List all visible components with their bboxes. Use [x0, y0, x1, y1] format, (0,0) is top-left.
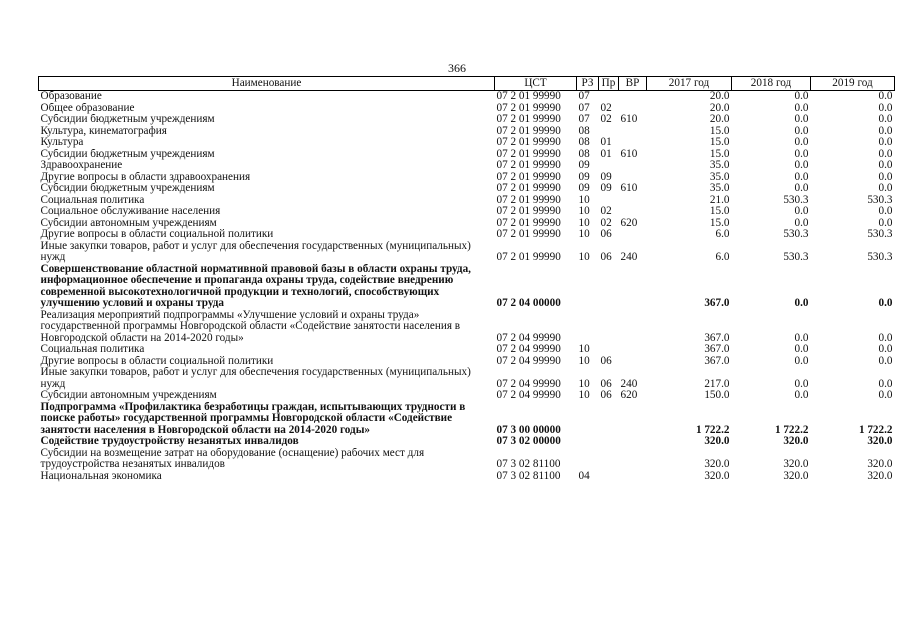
cell-y2019: 0.0 — [878, 297, 893, 309]
cell-vr: 610 — [620, 182, 638, 194]
cell-pr — [599, 436, 619, 448]
cell-rz: 10 — [578, 193, 590, 206]
cell-name: Субсидии автономным учреждениям — [40, 217, 217, 229]
cell-rz: 07 — [578, 113, 590, 125]
cell-y2019: 530.3 — [867, 193, 893, 206]
cell-y2019: 0.0 — [878, 354, 893, 367]
table-row — [39, 137, 895, 149]
table-row — [39, 183, 895, 195]
table-row — [39, 448, 895, 471]
cell-y2017: 15.0 — [709, 124, 730, 137]
cell-pr: 02 — [600, 216, 612, 229]
cell-y2019: 530.3 — [867, 228, 893, 240]
cell-y2017: 6.0 — [715, 228, 730, 240]
col-header-pr: Пр — [599, 77, 619, 91]
cell-name: Реализация мероприятий подпрограммы «Улучшение условий и охраны труда» государственной программы Новгородской области «Содействие занятости населения в Новгородской области на 2014-2020 годы» — [40, 309, 461, 344]
cell-pr: 06 — [600, 251, 612, 263]
cell-cst: 07 2 04 99990 — [496, 354, 561, 367]
cell-cst: 07 3 02 81100 — [496, 458, 561, 470]
cell-y2018: 0.0 — [794, 101, 809, 114]
cell-cst: 07 2 04 99990 — [496, 389, 561, 401]
cell-vr — [619, 471, 647, 483]
cell-name: Социальная политика — [40, 194, 145, 206]
cell-y2017: 150.0 — [704, 389, 730, 401]
cell-y2018: 0.0 — [794, 170, 809, 183]
cell-pr: 02 — [600, 113, 612, 125]
table-row — [39, 344, 895, 356]
cell-cst: 07 2 01 99990 — [496, 90, 561, 102]
cell-cst: 07 2 01 99990 — [496, 216, 561, 229]
cell-y2018: 0.0 — [794, 159, 809, 171]
cell-name: Совершенствование областной нормативной правовой базы в области охраны труда, информационное обеспечение и пропаганда охраны труда, содействие внедрению современной высокотехнологичной продукции и технологий, способствующих улучшению условий и охраны труда — [40, 263, 471, 309]
cell-y2017: 15.0 — [709, 147, 730, 160]
cell-rz: 10 — [578, 354, 590, 367]
cell-y2017: 20.0 — [709, 90, 730, 102]
col-header-2017: 2017 год — [647, 77, 732, 91]
cell-rz: 10 — [578, 343, 590, 355]
cell-vr: 610 — [620, 147, 638, 160]
cell-vr — [619, 448, 647, 471]
cell-name: Другие вопросы в области социальной политики — [40, 355, 274, 367]
cell-name: Другие вопросы в области здравоохранения — [40, 171, 251, 183]
cell-vr — [619, 310, 647, 345]
cell-vr — [619, 160, 647, 172]
cell-y2019: 0.0 — [878, 124, 893, 137]
cell-rz: 09 — [578, 159, 590, 171]
cell-name: Социальная политика — [40, 344, 145, 355]
cell-y2017: 20.0 — [709, 101, 730, 114]
cell-pr — [599, 448, 619, 471]
cell-pr — [599, 344, 619, 356]
cell-y2018: 0.0 — [794, 331, 809, 344]
col-header-2019: 2019 год — [811, 77, 895, 91]
cell-pr: 09 — [600, 182, 612, 194]
cell-cst: 07 2 01 99990 — [496, 228, 561, 240]
cell-y2017: 367.0 — [704, 297, 730, 309]
cell-name: Культура, кинематография — [40, 125, 167, 137]
col-header-2018: 2018 год — [732, 77, 811, 91]
cell-vr — [619, 356, 647, 368]
cell-pr — [599, 471, 619, 483]
table-row — [39, 126, 895, 138]
cell-y2018: 0.0 — [794, 113, 809, 125]
cell-rz: 09 — [578, 182, 590, 194]
cell-y2018: 530.3 — [783, 251, 809, 263]
cell-y2017: 15.0 — [709, 216, 730, 229]
cell-y2019: 0.0 — [878, 136, 893, 148]
cell-pr: 06 — [600, 228, 612, 240]
table-row — [39, 264, 895, 310]
cell-y2018: 0.0 — [794, 90, 809, 102]
cell-vr — [619, 137, 647, 149]
cell-name: Общее образование — [40, 102, 135, 114]
cell-y2018: 0.0 — [794, 205, 809, 217]
cell-rz: 08 — [578, 124, 590, 137]
table-row — [39, 390, 895, 402]
cell-y2017: 367.0 — [704, 343, 730, 355]
cell-vr — [619, 344, 647, 356]
cell-name: Подпрограмма «Профилактика безработицы граждан, испытывающих трудности в поиске работы» государственной программы Новгородской области «Содействие занятости населения в Новгородской области на 2014-2020 годы» — [40, 401, 466, 436]
cell-rz — [577, 448, 599, 471]
table-row — [39, 103, 895, 115]
col-header-name: Наименование — [39, 77, 495, 91]
cell-cst: 07 2 01 99990 — [496, 159, 561, 171]
cell-cst: 07 3 02 00000 — [496, 435, 561, 447]
cell-cst: 07 2 04 00000 — [496, 297, 561, 309]
cell-pr: 01 — [600, 136, 612, 148]
cell-cst: 07 2 01 99990 — [496, 113, 561, 125]
cell-pr — [599, 402, 619, 437]
cell-y2019: 0.0 — [878, 216, 893, 229]
cell-cst: 07 2 01 99990 — [496, 251, 561, 263]
table-row — [39, 402, 895, 437]
cell-y2017: 217.0 — [704, 377, 730, 390]
cell-vr — [619, 402, 647, 437]
cell-pr: 02 — [600, 101, 612, 114]
page-number: 366 — [448, 61, 466, 75]
table-row — [39, 310, 895, 345]
cell-cst: 07 3 02 81100 — [496, 469, 561, 482]
cell-vr — [619, 229, 647, 241]
table-header-row — [39, 77, 895, 91]
cell-cst: 07 2 01 99990 — [496, 170, 561, 183]
cell-y2018: 0.0 — [794, 297, 809, 309]
cell-vr — [619, 436, 647, 448]
cell-y2017: 21.0 — [709, 193, 730, 206]
cell-vr: 610 — [620, 113, 638, 125]
cell-rz: 09 — [578, 170, 590, 183]
cell-pr: 06 — [600, 389, 612, 401]
cell-pr — [599, 160, 619, 172]
cell-rz — [577, 264, 599, 310]
cell-y2019: 0.0 — [878, 377, 893, 390]
cell-y2017: 15.0 — [709, 205, 730, 217]
table-row — [39, 114, 895, 126]
cell-y2019: 0.0 — [878, 147, 893, 160]
cell-y2017: 320.0 — [704, 435, 730, 447]
cell-rz: 08 — [578, 147, 590, 160]
cell-y2018: 0.0 — [794, 216, 809, 229]
table-row — [39, 229, 895, 241]
cell-pr: 06 — [600, 377, 612, 390]
cell-y2019: 0.0 — [878, 205, 893, 217]
cell-y2018: 0.0 — [794, 343, 809, 355]
cell-rz: 07 — [578, 101, 590, 114]
table-row — [39, 206, 895, 218]
cell-name: Иные закупки товаров, работ и услуг для обеспечения государственных (муниципальных) нужд — [40, 240, 471, 263]
cell-cst: 07 2 01 99990 — [496, 182, 561, 194]
cell-cst: 07 3 00 00000 — [496, 423, 561, 436]
cell-cst: 07 2 01 99990 — [496, 147, 561, 160]
cell-vr — [619, 264, 647, 310]
cell-y2019: 0.0 — [878, 331, 893, 344]
cell-y2018: 0.0 — [794, 389, 809, 401]
cell-y2017: 35.0 — [709, 182, 730, 194]
table-row — [39, 195, 895, 207]
table-row — [39, 149, 895, 161]
cell-y2019: 0.0 — [878, 159, 893, 171]
table-row — [39, 436, 895, 448]
table-body — [39, 91, 895, 483]
cell-y2019: 0.0 — [878, 182, 893, 194]
cell-cst: 07 2 01 99990 — [496, 205, 561, 217]
table-row — [39, 471, 895, 483]
budget-table — [38, 76, 895, 482]
cell-y2017: 320.0 — [704, 469, 730, 482]
cell-y2019: 0.0 — [878, 343, 893, 355]
cell-y2018: 320.0 — [783, 469, 809, 482]
table-row — [39, 160, 895, 172]
cell-name: Другие вопросы в области социальной политики — [40, 229, 274, 240]
cell-name: Образование — [40, 90, 102, 102]
cell-rz: 07 — [578, 90, 590, 102]
cell-y2017: 6.0 — [715, 251, 730, 263]
cell-pr — [599, 310, 619, 345]
cell-rz — [577, 402, 599, 437]
cell-y2019: 0.0 — [878, 389, 893, 401]
cell-rz: 10 — [578, 216, 590, 229]
cell-y2018: 0.0 — [794, 136, 809, 148]
cell-cst: 07 2 04 99990 — [496, 343, 561, 355]
cell-y2019: 0.0 — [878, 101, 893, 114]
cell-y2017: 320.0 — [704, 458, 730, 470]
cell-vr — [619, 206, 647, 218]
cell-cst: 07 2 01 99990 — [496, 136, 561, 148]
cell-vr — [619, 126, 647, 138]
cell-y2018: 530.3 — [783, 193, 809, 206]
cell-y2018: 0.0 — [794, 147, 809, 160]
cell-vr: 240 — [620, 377, 638, 390]
cell-name: Субсидии бюджетным учреждениям — [40, 114, 215, 125]
cell-rz — [577, 436, 599, 448]
cell-rz: 10 — [578, 228, 590, 240]
table-row — [39, 172, 895, 184]
cell-pr: 02 — [600, 205, 612, 217]
cell-y2019: 0.0 — [878, 170, 893, 183]
cell-y2019: 320.0 — [867, 458, 893, 470]
cell-rz: 04 — [578, 469, 590, 482]
cell-name: Здравоохранение — [40, 160, 123, 171]
cell-vr: 620 — [620, 389, 638, 401]
cell-y2018: 0.0 — [794, 377, 809, 390]
cell-y2017: 15.0 — [709, 136, 730, 148]
cell-name: Культура — [40, 137, 84, 148]
cell-y2018: 1 722.2 — [774, 423, 809, 436]
cell-name: Субсидии бюджетным учреждениям — [40, 183, 215, 194]
cell-cst: 07 2 01 99990 — [496, 101, 561, 114]
cell-rz — [577, 310, 599, 345]
cell-name: Национальная экономика — [40, 470, 162, 482]
cell-cst: 07 2 01 99990 — [496, 124, 561, 137]
cell-y2019: 1 722.2 — [858, 423, 893, 436]
cell-y2018: 0.0 — [794, 124, 809, 137]
cell-rz: 08 — [578, 136, 590, 148]
cell-y2018: 320.0 — [783, 435, 809, 447]
cell-y2017: 20.0 — [709, 113, 730, 125]
cell-name: Иные закупки товаров, работ и услуг для обеспечения государственных (муниципальных) нужд — [40, 367, 471, 390]
cell-vr: 620 — [620, 216, 638, 229]
cell-y2018: 320.0 — [783, 458, 809, 470]
cell-y2019: 530.3 — [867, 251, 893, 263]
cell-name: Субсидии бюджетным учреждениям — [40, 148, 215, 160]
col-header-vr: ВР — [619, 77, 647, 91]
cell-rz: 10 — [578, 205, 590, 217]
cell-vr — [619, 91, 647, 103]
cell-y2017: 1 722.2 — [695, 423, 730, 436]
cell-rz: 10 — [578, 377, 590, 390]
cell-y2019: 320.0 — [867, 469, 893, 482]
cell-y2018: 0.0 — [794, 354, 809, 367]
col-header-cst: ЦСТ — [495, 77, 577, 91]
cell-vr: 240 — [620, 251, 638, 263]
cell-y2017: 35.0 — [709, 159, 730, 171]
cell-y2019: 0.0 — [878, 113, 893, 125]
col-header-rz: РЗ — [577, 77, 599, 91]
table-row — [39, 367, 895, 390]
cell-name: Социальное обслуживание населения — [40, 206, 221, 217]
cell-pr: 01 — [600, 147, 612, 160]
cell-pr: 06 — [600, 354, 612, 367]
cell-y2018: 0.0 — [794, 182, 809, 194]
table-row — [39, 356, 895, 368]
cell-pr — [599, 264, 619, 310]
cell-name: Содействие трудоустройству незанятых инвалидов — [40, 436, 299, 447]
cell-pr: 09 — [600, 170, 612, 183]
cell-y2019: 320.0 — [867, 435, 893, 447]
table-row — [39, 218, 895, 230]
cell-y2017: 35.0 — [709, 170, 730, 183]
cell-rz: 10 — [578, 389, 590, 401]
cell-y2017: 367.0 — [704, 354, 730, 367]
cell-y2018: 530.3 — [783, 228, 809, 240]
cell-name: Субсидии автономным учреждениям — [40, 390, 217, 401]
cell-name: Субсидии на возмещение затрат на оборудование (оснащение) рабочих мест для трудоустройства незанятых инвалидов — [40, 447, 425, 470]
table-row — [39, 241, 895, 264]
cell-pr — [599, 91, 619, 103]
cell-cst: 07 2 04 99990 — [496, 331, 561, 344]
cell-vr — [619, 195, 647, 207]
table-row — [39, 91, 895, 103]
cell-rz: 10 — [578, 251, 590, 263]
cell-cst: 07 2 01 99990 — [496, 193, 561, 206]
cell-y2019: 0.0 — [878, 90, 893, 102]
cell-cst: 07 2 04 99990 — [496, 377, 561, 390]
cell-y2017: 367.0 — [704, 331, 730, 344]
